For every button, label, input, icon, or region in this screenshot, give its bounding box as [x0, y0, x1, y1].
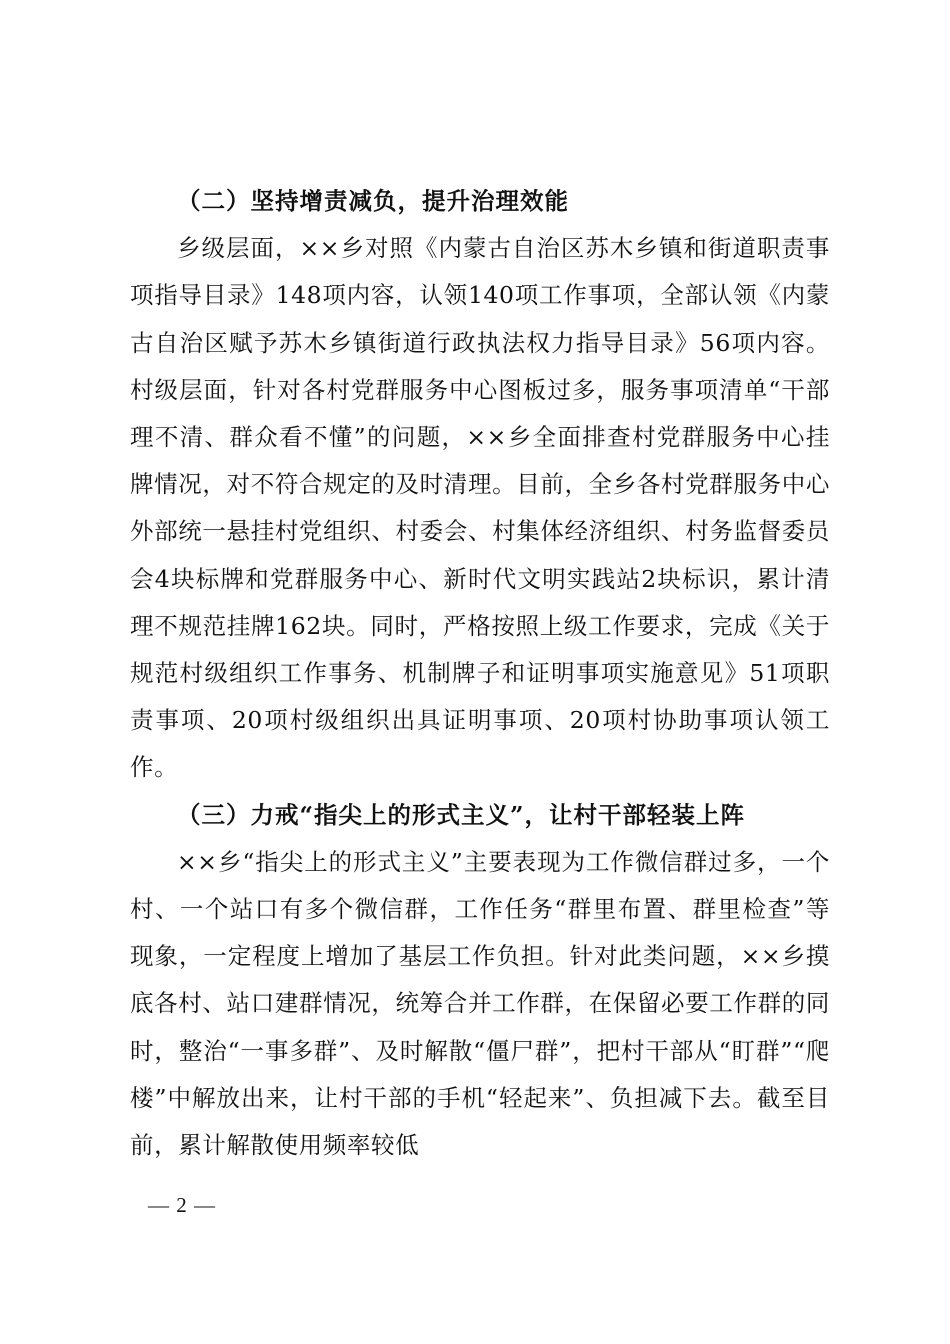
section-paragraph-2: 乡级层面，××乡对照《内蒙古自治区苏木乡镇和街道职责事项指导目录》148项内容，认领140项工作事项，全部认领《内蒙古自治区赋予苏木乡镇街道行政执法权力指导目录》56项内容。村级层面，针对各村党群服务中心图板过多，服务事项清单“干部理不清、群众看不懂”的问题，××乡全面排查村党群服务中心挂牌情况，对不符合规定的及时清理。目前，全乡各村党群服务中心外部统一悬挂村党组织、村委会、村集体经济组织、村务监督委员会4块标牌和党群服务中心、新时代文明实践站2块标识，累计清理不规范挂牌162块。同时，严格按照上级工作要求，完成《关于规范村级组织工作事务、机制牌子和证明事项实施意见》51项职责事项、20项村级组织出具证明事项、20项村协助事项认领工作。: [130, 234, 830, 782]
section-heading-2: （二）坚持增责减负，提升治理效能: [177, 187, 569, 215]
section-heading-3: （三）力戒“指尖上的形式主义”，让村干部轻装上阵: [177, 800, 746, 829]
document-body: [130, 178, 830, 1169]
section-paragraph-3: ××乡“指尖上的形式主义”主要表现为工作微信群过多，一个村、一个站口有多个微信群，工作任务“群里布置、群里检查”等现象，一定程度上增加了基层工作负担。针对此类问题，××乡摸底各村、站口建群情况，统筹合并工作群，在保留必要工作群的同时，整治“一事多群”、及时解散“僵尸群”，把村干部从“盯群”“爬楼”中解放出来，让村干部的手机“轻起来”、负担减下去。截至目前，累计解散使用频率较低: [130, 847, 830, 1160]
page-number: — 2 —: [148, 1193, 216, 1217]
